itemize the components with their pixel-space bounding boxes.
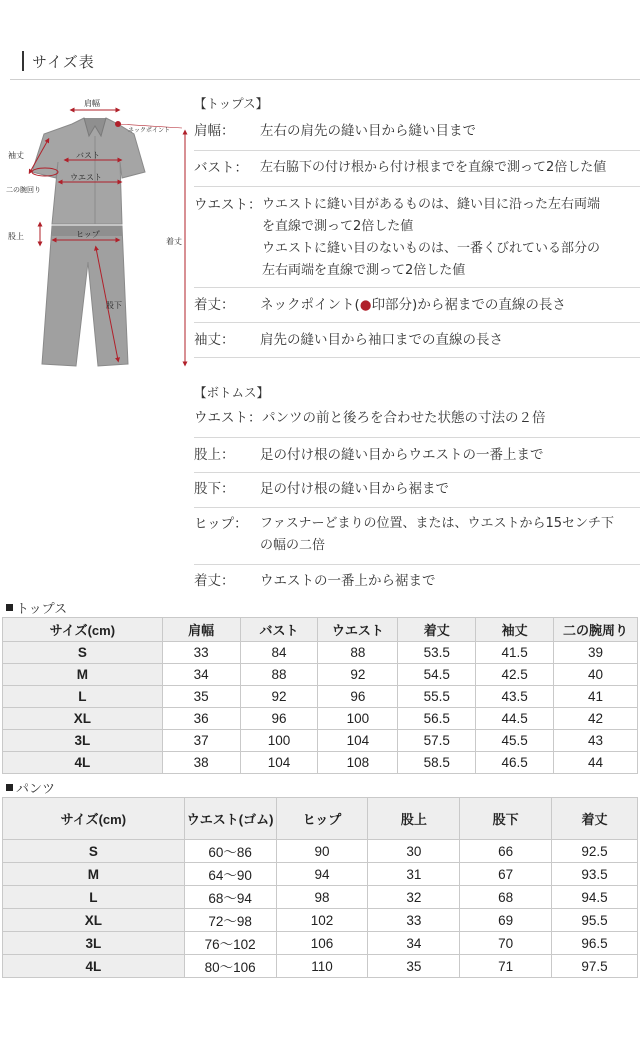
table-cell: 80～106 bbox=[184, 955, 276, 978]
table-cell: 100 bbox=[318, 708, 398, 730]
table-cell: 39 bbox=[554, 642, 638, 664]
def-term: 袖丈： bbox=[194, 332, 235, 348]
page-title-text: サイズ表 bbox=[32, 52, 95, 71]
table-cell: 68～94 bbox=[184, 886, 276, 909]
def-row-shoulder bbox=[194, 120, 640, 142]
def-row-waist bbox=[194, 194, 640, 282]
table-cell: 88 bbox=[240, 664, 318, 686]
table-cell: 104 bbox=[318, 730, 398, 752]
table-cell: 38 bbox=[162, 752, 240, 774]
bottoms-definitions bbox=[194, 383, 640, 401]
table-row bbox=[3, 840, 638, 863]
def-term: 着丈： bbox=[194, 573, 235, 589]
table-cell: 60～86 bbox=[184, 840, 276, 863]
label-shoulder: 肩幅 bbox=[84, 99, 100, 108]
tops-table-caption: トップス bbox=[6, 598, 67, 617]
tops-size-table bbox=[2, 617, 638, 774]
pants-size-table bbox=[2, 797, 638, 978]
size-cell: XL bbox=[3, 708, 163, 730]
def-desc: 肩先の縫い目から袖口までの直線の長さ bbox=[260, 332, 503, 348]
column-header: 股上 bbox=[368, 798, 460, 840]
table-cell: 93.5 bbox=[552, 863, 638, 886]
table-row bbox=[3, 686, 638, 708]
label-sleeve: 袖丈 bbox=[8, 151, 24, 160]
def-term: ヒップ： bbox=[194, 516, 248, 532]
table-cell: 66 bbox=[460, 840, 552, 863]
table-cell: 45.5 bbox=[476, 730, 554, 752]
table-cell: 46.5 bbox=[476, 752, 554, 774]
table-cell: 94 bbox=[276, 863, 368, 886]
def-term: 着丈： bbox=[194, 297, 235, 313]
neck-point-dot-icon: ● bbox=[359, 297, 372, 313]
table-cell: 54.5 bbox=[398, 664, 476, 686]
size-cell: L bbox=[3, 886, 185, 909]
label-inseam: 股下 bbox=[106, 301, 122, 310]
def-term: 股下： bbox=[194, 481, 235, 497]
table-cell: 92 bbox=[318, 664, 398, 686]
def-desc: 足の付け根の縫い目からウエストの一番上まで bbox=[260, 447, 544, 463]
table-cell: 43.5 bbox=[476, 686, 554, 708]
table-cell: 64～90 bbox=[184, 863, 276, 886]
table-cell: 31 bbox=[368, 863, 460, 886]
table-cell: 106 bbox=[276, 932, 368, 955]
def-desc: 足の付け根の縫い目から裾まで bbox=[260, 481, 449, 497]
size-cell: 3L bbox=[3, 932, 185, 955]
table-cell: 69 bbox=[460, 909, 552, 932]
square-bullet-icon bbox=[6, 784, 13, 791]
table-cell: 36 bbox=[162, 708, 240, 730]
label-rise: 股上 bbox=[8, 232, 24, 241]
table-cell: 94.5 bbox=[552, 886, 638, 909]
size-cell: 4L bbox=[3, 955, 185, 978]
tops-definitions bbox=[194, 94, 640, 112]
page-title bbox=[22, 50, 95, 72]
column-header: ウエスト(ゴム) bbox=[184, 798, 276, 840]
divider bbox=[194, 437, 640, 438]
table-cell: 102 bbox=[276, 909, 368, 932]
table-row bbox=[3, 730, 638, 752]
garment-diagram bbox=[0, 92, 190, 382]
divider bbox=[194, 150, 640, 151]
def-desc: パンツの前と後ろを合わせた状態の寸法の２倍 bbox=[262, 410, 546, 426]
def-row-hip bbox=[194, 513, 640, 557]
column-header: 着丈 bbox=[552, 798, 638, 840]
table-row bbox=[3, 863, 638, 886]
table-cell: 33 bbox=[368, 909, 460, 932]
table-row bbox=[3, 642, 638, 664]
pants-table-caption: パンツ bbox=[6, 778, 55, 797]
label-neck-point: ネックポイント bbox=[128, 127, 171, 134]
table-cell: 56.5 bbox=[398, 708, 476, 730]
def-row-pants-waist bbox=[194, 407, 640, 429]
column-header: 袖丈 bbox=[476, 618, 554, 642]
label-length: 着丈 bbox=[166, 237, 182, 246]
table-cell: 92.5 bbox=[552, 840, 638, 863]
table-cell: 104 bbox=[240, 752, 318, 774]
table-cell: 97.5 bbox=[552, 955, 638, 978]
bottoms-heading: 【ボトムス】 bbox=[194, 385, 270, 400]
table-cell: 95.5 bbox=[552, 909, 638, 932]
table-row bbox=[3, 909, 638, 932]
table-row bbox=[3, 932, 638, 955]
divider bbox=[194, 287, 640, 288]
column-header: サイズ(cm) bbox=[3, 618, 163, 642]
label-hip: ヒップ bbox=[76, 230, 100, 239]
table-cell: 98 bbox=[276, 886, 368, 909]
def-row-inseam bbox=[194, 478, 640, 500]
divider bbox=[194, 322, 640, 323]
def-desc: ウエストに縫い目があるものは、縫い目に沿った左右両端 を直線で測って2倍した値 ウエストに縫い目のないものは、一番くびれている部分の 左右両端を直線で測って2倍した値 bbox=[262, 197, 601, 278]
table-cell: 42 bbox=[554, 708, 638, 730]
def-desc: 左右脇下の付け根から付け根までを直線で測って2倍した値 bbox=[260, 160, 607, 175]
def-term: ウエスト： bbox=[194, 197, 262, 213]
table-cell: 30 bbox=[368, 840, 460, 863]
table-cell: 68 bbox=[460, 886, 552, 909]
divider bbox=[194, 186, 640, 187]
table-cell: 32 bbox=[368, 886, 460, 909]
def-desc: ネックポイント(●印部分)から裾までの直線の長さ bbox=[260, 297, 566, 313]
column-header: 股下 bbox=[460, 798, 552, 840]
column-header: サイズ(cm) bbox=[3, 798, 185, 840]
table-cell: 42.5 bbox=[476, 664, 554, 686]
table-cell: 70 bbox=[460, 932, 552, 955]
label-bust: バスト bbox=[76, 151, 100, 160]
divider bbox=[194, 472, 640, 473]
table-cell: 88 bbox=[318, 642, 398, 664]
table-cell: 58.5 bbox=[398, 752, 476, 774]
table-cell: 92 bbox=[240, 686, 318, 708]
table-cell: 108 bbox=[318, 752, 398, 774]
table-cell: 72～98 bbox=[184, 909, 276, 932]
table-row bbox=[3, 752, 638, 774]
def-desc: ファスナーどまりの位置、または、ウエストから15センチ下 の幅の二倍 bbox=[260, 516, 615, 553]
table-cell: 100 bbox=[240, 730, 318, 752]
table-cell: 34 bbox=[162, 664, 240, 686]
table-cell: 71 bbox=[460, 955, 552, 978]
column-header: ヒップ bbox=[276, 798, 368, 840]
table-cell: 55.5 bbox=[398, 686, 476, 708]
column-header: ウエスト bbox=[318, 618, 398, 642]
table-row bbox=[3, 664, 638, 686]
def-row-bust bbox=[194, 157, 640, 179]
table-row bbox=[3, 955, 638, 978]
table-cell: 34 bbox=[368, 932, 460, 955]
table-cell: 96.5 bbox=[552, 932, 638, 955]
table-cell: 44 bbox=[554, 752, 638, 774]
size-cell: XL bbox=[3, 909, 185, 932]
column-header: バスト bbox=[240, 618, 318, 642]
def-term: バスト： bbox=[194, 160, 248, 176]
table-cell: 35 bbox=[368, 955, 460, 978]
table-row bbox=[3, 886, 638, 909]
table-cell: 57.5 bbox=[398, 730, 476, 752]
def-row-sleeve bbox=[194, 329, 640, 351]
size-cell: L bbox=[3, 686, 163, 708]
divider bbox=[194, 507, 640, 508]
divider bbox=[194, 357, 640, 358]
table-cell: 37 bbox=[162, 730, 240, 752]
table-cell: 84 bbox=[240, 642, 318, 664]
table-cell: 76～102 bbox=[184, 932, 276, 955]
column-header: 着丈 bbox=[398, 618, 476, 642]
table-cell: 40 bbox=[554, 664, 638, 686]
table-cell: 43 bbox=[554, 730, 638, 752]
table-cell: 44.5 bbox=[476, 708, 554, 730]
size-cell: 4L bbox=[3, 752, 163, 774]
def-desc: 左右の肩先の縫い目から縫い目まで bbox=[260, 123, 476, 139]
size-cell: 3L bbox=[3, 730, 163, 752]
column-header: 肩幅 bbox=[162, 618, 240, 642]
table-cell: 53.5 bbox=[398, 642, 476, 664]
table-cell: 35 bbox=[162, 686, 240, 708]
label-upper-arm: 二の腕回り bbox=[6, 186, 41, 194]
def-term: 股上： bbox=[194, 447, 235, 463]
title-bar bbox=[22, 51, 24, 71]
size-cell: M bbox=[3, 863, 185, 886]
table-cell: 33 bbox=[162, 642, 240, 664]
divider bbox=[194, 564, 640, 565]
def-row-pants-length bbox=[194, 570, 640, 592]
def-row-rise bbox=[194, 444, 640, 466]
def-term: ウエスト： bbox=[194, 410, 262, 426]
size-cell: S bbox=[3, 642, 163, 664]
table-row bbox=[3, 708, 638, 730]
table-cell: 41 bbox=[554, 686, 638, 708]
size-cell: M bbox=[3, 664, 163, 686]
tops-heading: 【トップス】 bbox=[194, 96, 269, 111]
table-cell: 67 bbox=[460, 863, 552, 886]
table-cell: 110 bbox=[276, 955, 368, 978]
size-cell: S bbox=[3, 840, 185, 863]
column-header: 二の腕周り bbox=[554, 618, 638, 642]
square-bullet-icon bbox=[6, 604, 13, 611]
table-cell: 96 bbox=[240, 708, 318, 730]
def-desc: ウエストの一番上から裾まで bbox=[260, 573, 436, 589]
title-divider bbox=[10, 79, 640, 80]
def-term: 肩幅： bbox=[194, 123, 235, 139]
table-cell: 96 bbox=[318, 686, 398, 708]
table-cell: 90 bbox=[276, 840, 368, 863]
def-row-length bbox=[194, 294, 640, 316]
table-cell: 41.5 bbox=[476, 642, 554, 664]
label-waist: ウエスト bbox=[70, 173, 102, 182]
